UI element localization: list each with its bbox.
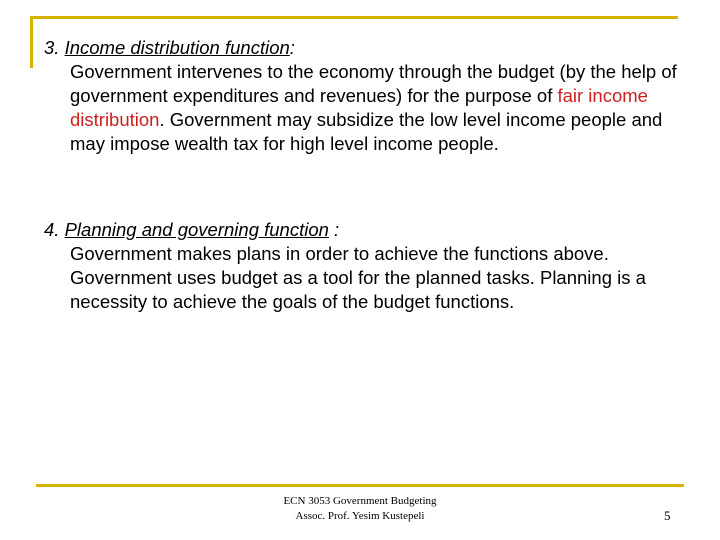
section-income-distribution <box>44 36 694 156</box>
section-number: 3. <box>44 37 60 58</box>
section-body: Government makes plans in order to achieve the functions above. Government uses budget as a tool for the planned tasks. Planning is a necessity to achieve the goals of the budget functions. <box>70 243 646 312</box>
highlighted-phrase: fair income distribution <box>70 85 648 130</box>
section-title-suffix: : <box>328 219 340 240</box>
side-rule <box>30 16 33 68</box>
section-title: Planning and governing function <box>64 219 329 240</box>
section-number: 4. <box>44 219 60 240</box>
section-heading <box>44 36 694 60</box>
page-number: 5 <box>664 508 671 523</box>
top-rule <box>30 16 678 19</box>
section-body <box>44 60 690 156</box>
footer-course: ECN 3053 Government Budgeting <box>283 495 437 507</box>
section-planning-governing <box>44 218 694 314</box>
section-title-suffix: : <box>289 37 295 58</box>
footer <box>200 494 520 524</box>
bottom-rule <box>36 484 684 487</box>
footer-author: Assoc. Prof. Yesim Kustepeli <box>295 510 425 522</box>
body-text-before: Government intervenes to the economy through the budget (by the help of government expenditures and revenues) for the purpose of <box>70 61 677 106</box>
body-text-after: . Government may subsidize the low level income people and may impose wealth tax for high level income people. <box>70 109 663 154</box>
section-heading <box>44 218 694 242</box>
section-title: Income distribution function <box>64 37 290 58</box>
